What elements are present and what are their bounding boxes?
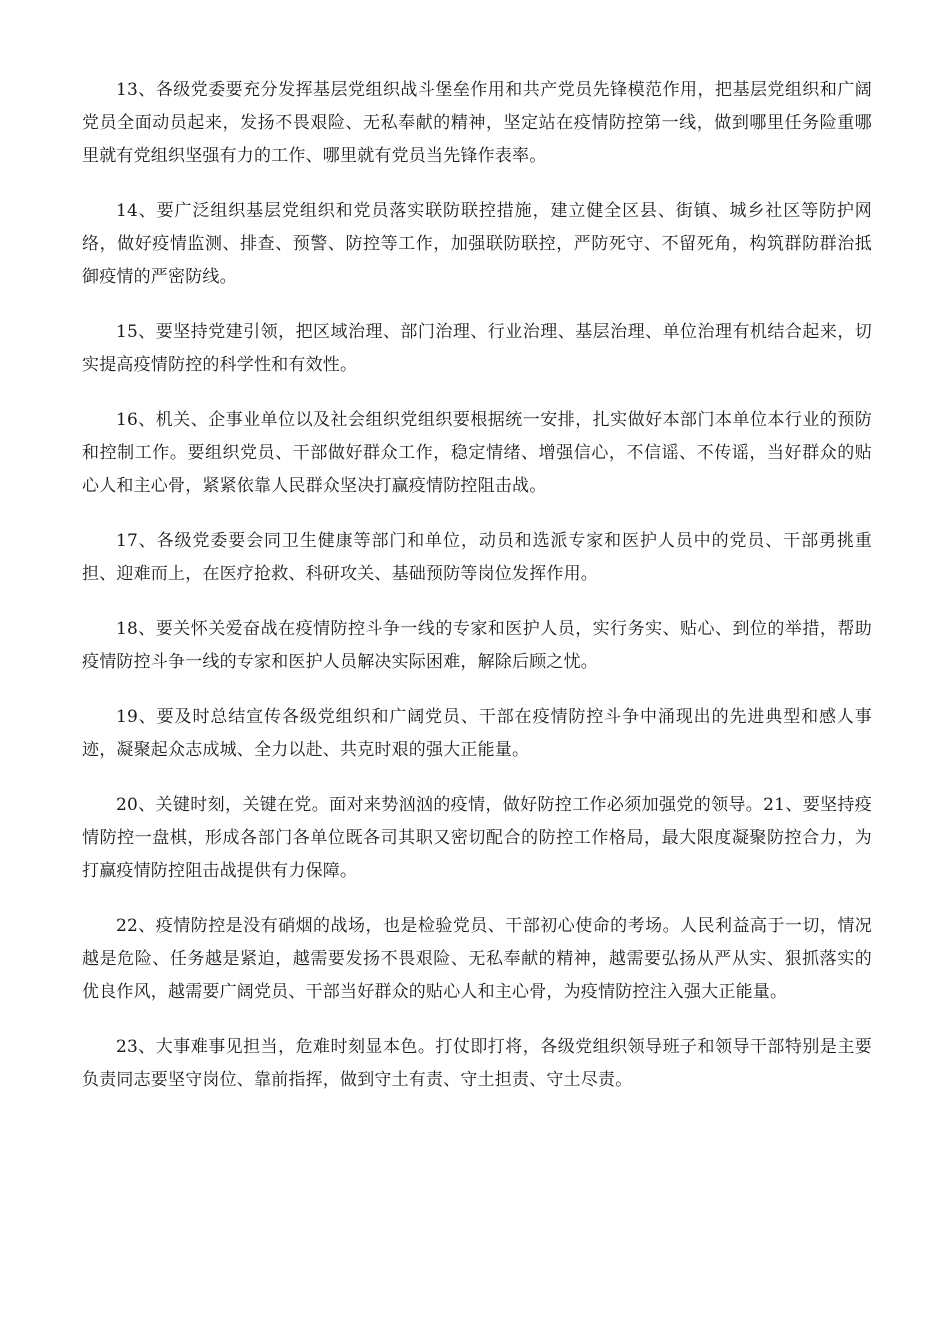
paragraph-14: 14、要广泛组织基层党组织和党员落实联防联控措施，建立健全区县、街镇、城乡社区等防护网络，做好疫情监测、排查、预警、防控等工作，加强联防联控，严防死守、不留死角，构筑群防群治抵御疫情的严密防线。 bbox=[82, 201, 872, 287]
paragraph-15: 15、要坚持党建引领，把区域治理、部门治理、行业治理、基层治理、单位治理有机结合起来，切实提高疫情防控的科学性和有效性。 bbox=[82, 322, 872, 375]
paragraph-20-21: 20、关键时刻，关键在党。面对来势汹汹的疫情，做好防控工作必须加强党的领导。21、要坚持疫情防控一盘棋，形成各部门各单位既各司其职又密切配合的防控工作格局，最大限度凝聚防控合力，为打赢疫情防控阻击战提供有力保障。 bbox=[82, 795, 872, 881]
paragraph-19: 19、要及时总结宣传各级党组织和广阔党员、干部在疫情防控斗争中涌现出的先进典型和感人事迹，凝聚起众志成城、全力以赴、共克时艰的强大正能量。 bbox=[82, 707, 872, 760]
paragraph-22: 22、疫情防控是没有硝烟的战场，也是检验党员、干部初心使命的考场。人民利益高于一切，情况越是危险、任务越是紧迫，越需要发扬不畏艰险、无私奉献的精神，越需要弘扬从严从实、狠抓落实的优良作风，越需要广阔党员、干部当好群众的贴心人和主心骨，为疫情防控注入强大正能量。 bbox=[82, 916, 872, 1002]
paragraph-17: 17、各级党委要会同卫生健康等部门和单位，动员和选派专家和医护人员中的党员、干部勇挑重担、迎难而上，在医疗抢救、科研攻关、基础预防等岗位发挥作用。 bbox=[82, 531, 872, 584]
paragraph-16: 16、机关、企事业单位以及社会组织党组织要根据统一安排，扎实做好本部门本单位本行业的预防和控制工作。要组织党员、干部做好群众工作，稳定情绪、增强信心，不信谣、不传谣，当好群众的贴心人和主心骨，紧紧依靠人民群众坚决打赢疫情防控阻击战。 bbox=[82, 410, 872, 496]
paragraph-23: 23、大事难事见担当，危难时刻显本色。打仗即打将，各级党组织领导班子和领导干部特别是主要负责同志要坚守岗位、靠前指挥，做到守土有责、守土担责、守土尽责。 bbox=[82, 1037, 872, 1090]
document-body bbox=[82, 74, 872, 1119]
paragraph-18: 18、要关怀关爱奋战在疫情防控斗争一线的专家和医护人员，实行务实、贴心、到位的举措，帮助疫情防控斗争一线的专家和医护人员解决实际困难，解除后顾之忧。 bbox=[82, 619, 872, 672]
paragraph-13: 13、各级党委要充分发挥基层党组织战斗堡垒作用和共产党员先锋模范作用，把基层党组织和广阔党员全面动员起来，发扬不畏艰险、无私奉献的精神，坚定站在疫情防控第一线，做到哪里任务险重哪里就有党组织坚强有力的工作、哪里就有党员当先锋作表率。 bbox=[82, 80, 872, 166]
